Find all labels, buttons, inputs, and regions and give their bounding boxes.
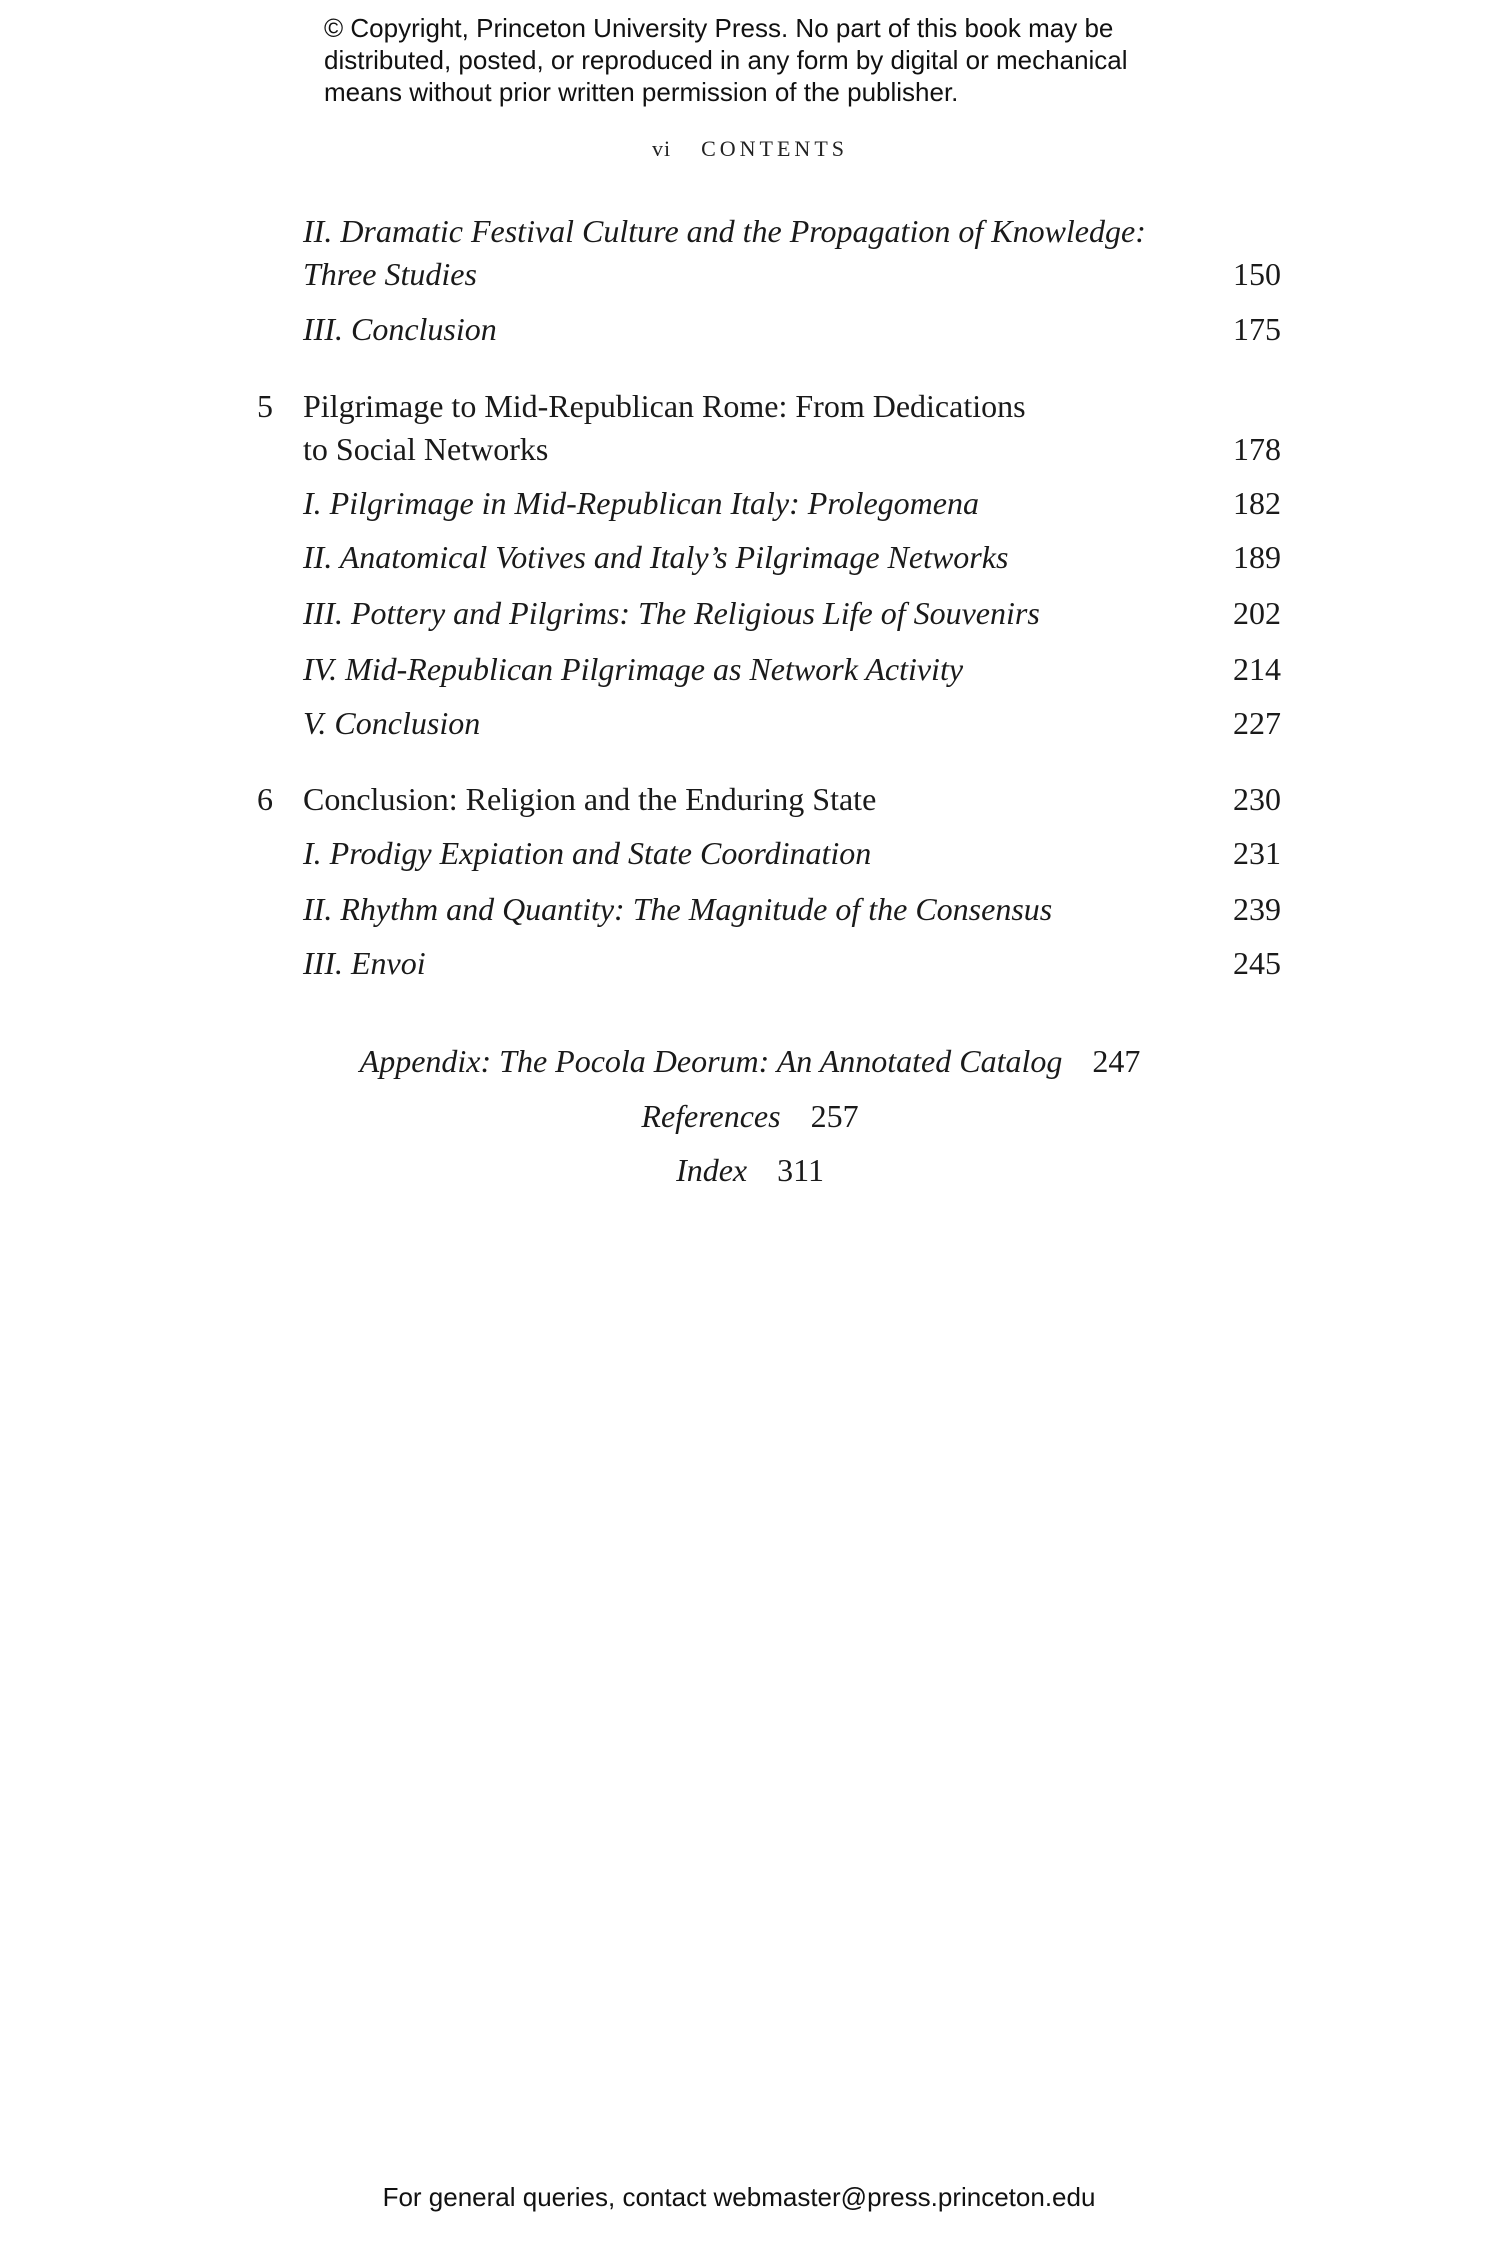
entry-title: III. Pottery and Pilgrims: The Religious Life of Souvenirs bbox=[303, 595, 1040, 631]
copyright-line: distributed, posted, or reproduced in any form by digital or mechanical bbox=[324, 45, 1128, 75]
toc-chapter bbox=[0, 429, 1500, 469]
back-matter-title: Index bbox=[676, 1152, 748, 1188]
entry-title: II. Anatomical Votives and Italy’s Pilgrimage Networks bbox=[303, 539, 1009, 575]
chapter-title: to Social Networks bbox=[303, 431, 549, 467]
entry-title: IV. Mid-Republican Pilgrimage as Network Activity bbox=[303, 651, 964, 687]
entry-page: 231 bbox=[1233, 835, 1281, 871]
chapter-title: Conclusion: Religion and the Enduring State bbox=[303, 781, 877, 817]
entry-page: 182 bbox=[1233, 485, 1281, 521]
entry-title: I. Prodigy Expiation and State Coordination bbox=[303, 835, 872, 871]
toc-entry bbox=[0, 833, 1500, 873]
entry-page: 239 bbox=[1233, 891, 1281, 927]
toc-entry bbox=[0, 593, 1500, 633]
running-head-title: CONTENTS bbox=[701, 136, 848, 161]
entry-page: 245 bbox=[1233, 945, 1281, 981]
entry-page: 227 bbox=[1233, 705, 1281, 741]
toc-entry bbox=[0, 889, 1500, 929]
chapter-number: 6 bbox=[257, 781, 273, 817]
entry-page: 202 bbox=[1233, 595, 1281, 631]
toc-entry bbox=[0, 309, 1500, 349]
running-head bbox=[0, 136, 1500, 162]
page-number: vi bbox=[651, 136, 672, 161]
copyright-line: © Copyright, Princeton University Press. No part of this book may be bbox=[324, 13, 1114, 43]
back-matter-entry bbox=[0, 1041, 1500, 1081]
footer-contact: For general queries, contact webmaster@press.princeton.edu bbox=[382, 2182, 1096, 2212]
toc-chapter bbox=[0, 779, 1500, 819]
back-matter-page: 247 bbox=[1092, 1043, 1141, 1079]
entry-title: I. Pilgrimage in Mid-Republican Italy: Prolegomena bbox=[303, 485, 979, 521]
toc-entry bbox=[0, 254, 1500, 294]
entry-page: 178 bbox=[1233, 431, 1281, 467]
entry-page: 214 bbox=[1233, 651, 1281, 687]
chapter-title: Pilgrimage to Mid-Republican Rome: From Dedications bbox=[303, 388, 1026, 424]
entry-title: V. Conclusion bbox=[303, 705, 481, 741]
toc-entry bbox=[0, 649, 1500, 689]
chapter-number: 5 bbox=[257, 388, 273, 424]
entry-page: 175 bbox=[1233, 311, 1281, 347]
toc-entry bbox=[0, 537, 1500, 577]
entry-page: 189 bbox=[1233, 539, 1281, 575]
back-matter-page: 311 bbox=[777, 1152, 824, 1188]
entry-title: III. Envoi bbox=[303, 945, 426, 981]
entry-title: Three Studies bbox=[303, 256, 477, 292]
back-matter-page: 257 bbox=[810, 1098, 859, 1134]
copyright-line: means without prior written permission of the publisher. bbox=[324, 77, 959, 107]
back-matter-title: Appendix: The Pocola Deorum: An Annotated Catalog bbox=[359, 1043, 1063, 1079]
toc-entry bbox=[0, 483, 1500, 523]
entry-page: 150 bbox=[1233, 256, 1281, 292]
back-matter-entry bbox=[0, 1096, 1500, 1136]
entry-title: II. Rhythm and Quantity: The Magnitude of the Consensus bbox=[303, 891, 1053, 927]
entry-title: III. Conclusion bbox=[303, 311, 497, 347]
entry-page: 230 bbox=[1233, 781, 1281, 817]
toc-entry bbox=[0, 943, 1500, 983]
entry-title: II. Dramatic Festival Culture and the Propagation of Knowledge: bbox=[303, 213, 1146, 249]
toc-entry bbox=[0, 211, 1500, 251]
copyright-notice bbox=[324, 12, 1128, 108]
back-matter-entry bbox=[0, 1150, 1500, 1190]
back-matter-title: References bbox=[641, 1098, 781, 1134]
toc-entry bbox=[0, 703, 1500, 743]
toc-chapter bbox=[0, 386, 1500, 426]
